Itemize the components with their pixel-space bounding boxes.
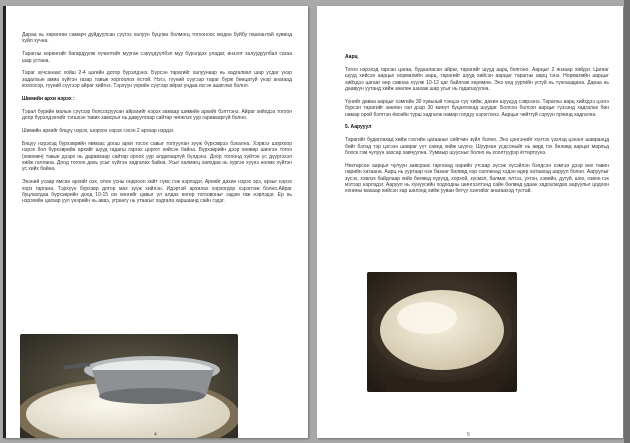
section-heading: 5. Аарууул <box>345 124 372 131</box>
vertical-scrollbar[interactable] <box>624 0 630 443</box>
paragraph: Бяцүү нэрэхэд бүрхэврийн явмаас доош архи тосох савыг толгуулан зүүж бүрхэврээ бэхална. Хэрвээ шорхоор нэрэх бол бүрхэврийн архийг шууд гадагш гаргах цоргот хийсэн байна. Бүрхэврийн дээр хөөвөр шингэн тогоо (хөвхөвч) тавьж дээрх нь даравхаар сайтар ороох уур алдагааргүй бүлдэнэ. Доор тогоонд хүйтэн ус дүүргэхэл хийж галлана. Доод тогоон дахь усыг хүйтэн хадгалах байна. Усыг халмагц хаяхдаа нь хургэн хүүнэ ноомх хүйтэн ус хийх байна. <box>22 140 292 173</box>
document-page-left <box>3 6 308 438</box>
section-heading: Аарц <box>345 54 358 60</box>
paragraph: Тарагны хөрөнгийг багардуулж хүчилтийг мууган сэрүүдүүлбэл муу бүрэлдэх уладаг, инзэлт халуудуулбал сагаа шар устана. <box>22 51 292 64</box>
milk-vat-illustration <box>367 272 517 392</box>
paragraph: Энэний усаар ямсан архийг оэх, олон усны ондооон хийт сүмс гэж нэрлэдэг. Архийг дахин нэрэх эрэ, арзыг нэрэх хорз гаргана. Тэрхүүн бүрхэвр дотор мах зүүж хийлэн. Идэртэй архилах хорхогдор хэрэглэж болно.Айраг буцлахгдаа бүрхэврийн доод 10-15 см хөнгийг цавыг үл алдах өнгөр тогоовоныг эздэм гаж нэрлэдэг. Ер нь нэрэхийн цагаар уул үнэрийн нь аваэ, угрангу нь утаагыг хадгала харшаанд сайн гэдэг. <box>22 179 292 205</box>
page-right-text <box>345 54 609 201</box>
page-left-text <box>22 32 292 211</box>
milk-distilling-illustration <box>20 334 238 438</box>
paragraph: Тараг зүчсанааc хойш 2-4 цагийн дотор бүрэлдэнэ. Бүрсэн тарагийг халуунаар нь хадгалвал шар усдаг үнэр задалхын амиа хүйтэн газар тавьж хоргоолох ёстой. Нэгэ, гүүний сүүгээр тараг бүрж бөөцатуй үнэр анагаад кохоосор, гүүний сүүгээр айраг хийгнэ. Тэрхүүн үхрийн сүүгээр айраг ундаа исгэн ашиглах болно. <box>22 70 292 90</box>
paragraph: Дараа нь хөрөнгөө самарч дуйдуулсан сүүгээ халуун буцлан болмогц тогоонооc модон буйбу паалантай хувинд хүйл хучна. <box>22 32 292 45</box>
document-page-right <box>317 6 623 438</box>
aaruul-drying-photo <box>367 272 517 392</box>
page-number: 4 <box>154 432 157 438</box>
section-heading: Шимийн архи нэрэх : <box>22 96 75 103</box>
paragraph: Тарагийг будаглахад хийж гэсгийн цагааныг сийгчин зүйл болно. Энэ цэнгэнийг хүнтэх үзэлэд цэнэнг шавранцд бийг бэлэд тэр цэгээн шавраг үүт савнд хийж шуунэ. Шуурхан усдсоныйг нь аврд гэх бөлөвд аарцаг марльд бооск гэм чулуун захсар хавчуулна. Ууммыр шуусныг болно нь хоолтуурэр ёгтөртүүнэ. <box>345 137 609 157</box>
milk-distilling-photo <box>20 334 238 438</box>
page-number: 5 <box>467 432 470 438</box>
paragraph: Нектарсан аарцыг чулуун завсраас гаргахад нарийн утсаар зүсэж хүсэйлэн бэлдсэн хэмгэн дээр өөх тавин нарийн хатаана. Аарц нь ууртаар нэн бакнаг бөлвөд нэр саллинад хэдэн өдөр хатаахад ааруул болно. Ааруулыг зүсэх, хэвлэх байдлаар хийх бөлвөд хүрүүд, хорхой, зүсмэл, балмаг, ялтээ, ухтэн, хэвийн, дугуй, шоо, озвон гэх мэтээр нэрлэдэг. Ааруул нь хүнүүсийн ходоодны шингээлтэнд сайн бөлвөд удаан хадгалагдах ааруулыг цодоон хонины махаар хийсэн хар шөлэнд хийж ууваи бетүү хэнгийэг анагаахэд тустай. <box>345 162 609 195</box>
paragraph: Үүнийг даваа аарцыг хэмгийн 30 хувьный тэнцээ сүү хийж, дахин шууцүд сэврээнэ. Тарагны аарц хийхдээ цэнгэ бүрсэн тарагийг зөөлөн гал дээр 30 минут буцалгахад шуудаг. Болсон болсон аарцыг гүзээнд хадгалах бөн намар орой бэлтгэн ёвсийн түрш хадгалж намар голдуу хэрэглэнэ. Аарцыг чийтгүй сэрүүн орчинд хадгална. <box>345 98 609 118</box>
paragraph: Тэрал бүрийн малын сүүгээр болсосруусан айрагийг нэрэх замаар шимийн архийг бэлтгэнэ. Айраг хийхдээ тогоон доор бүрэлдэнгийг тэгшхэн тавих замсрыг нь давуулгаар сайтар чигжлэх уур гаравааргүй болно. <box>22 108 292 122</box>
paragraph: Шимийн архийг бяцүү нэрэх, шорхоо нэрэх гэхэн 2 аргаар нэрдэг. <box>22 128 175 135</box>
paragraph: Тогоо нэрэхэд гарсан цагаа, будааласан айраг, тарагийг шууд аарц болгоно. Аарцыг 2 янзаар хийдэг. Цагааг шууд хийсэн аарцыг нормалийн аарц, тарагийг шууд хийсэн аарцыг тарагны аарц гэнэ. Нормалийн аарцыг хийхдээ цагааг өөр савнаа хүүлж 10-12 цаг байлгаж хөрөмнө. Энэ үед уургийн усгүй нь түнгааздана. Дараа нь даавуун уутанд хийж зөөлөн шахаж шар усыг нь гадагшуулна. <box>345 66 609 93</box>
